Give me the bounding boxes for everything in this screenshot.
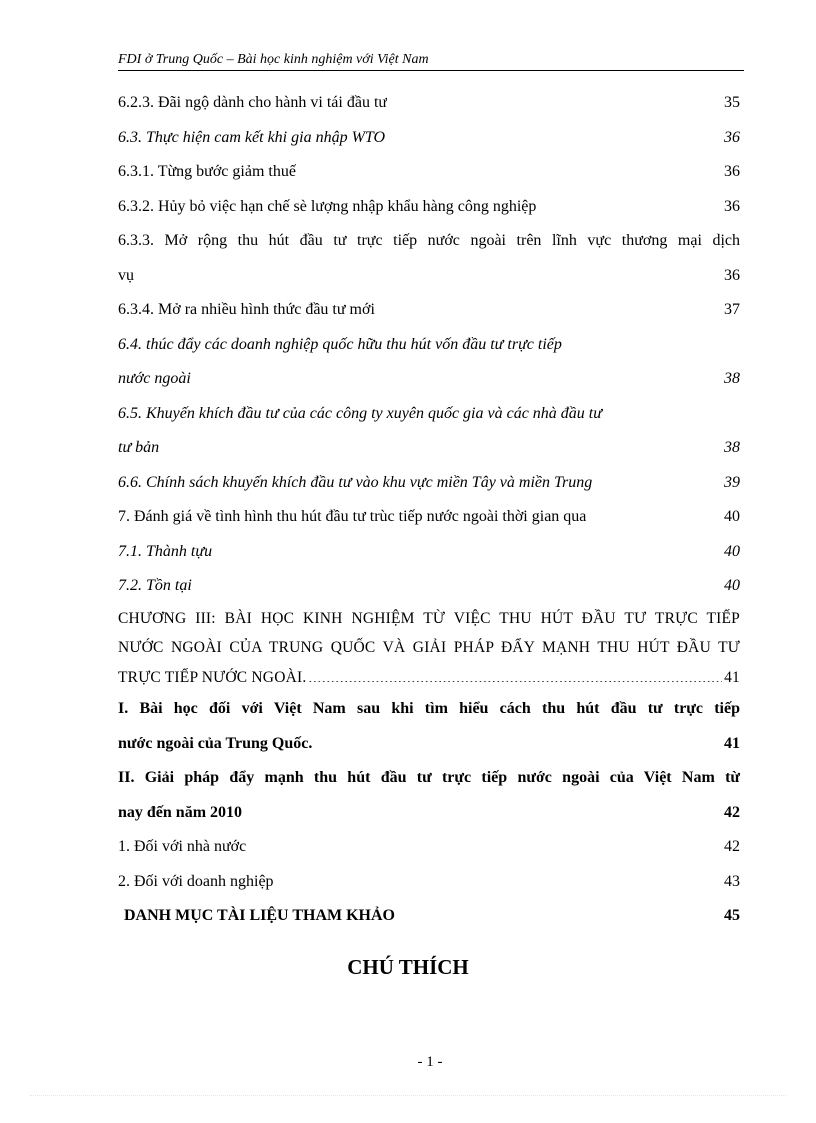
toc-entry-7-2[interactable]: [118, 569, 740, 604]
toc-leader: [248, 833, 722, 851]
toc-leader: [308, 664, 722, 681]
header-rule: [118, 70, 744, 71]
toc-leader: [397, 902, 722, 920]
toc-entry-title: 6.6. Chính sách khuyến khích đầu tư vào khu vực miền Tây và miền Trung: [118, 473, 593, 491]
toc-leader: [377, 296, 722, 314]
toc-page-number: 45: [724, 907, 740, 924]
toc-leader: [136, 262, 722, 280]
toc-entry-title: 7.2. Tồn tại: [118, 577, 192, 594]
toc-entry-title: 6.3.1. Từng bước giảm thuế: [118, 163, 296, 180]
toc-entry-title-line1: I. Bài học đối với Việt Nam sau khi tìm hiểu cách thu hút đầu tư trực tiếp: [118, 700, 740, 717]
toc-leader: [588, 503, 722, 521]
toc-leader: [244, 799, 722, 817]
toc-leader: [389, 89, 722, 107]
toc-entry-title-line1: CHƯƠNG III: BÀI HỌC KINH NGHIỆM TỪ VIỆC THU HÚT ĐẦU TƯ TRỰC TIẾP: [118, 609, 740, 627]
toc-entry-references[interactable]: [118, 899, 740, 934]
toc-page-number: 36: [724, 163, 740, 180]
toc-entry-1[interactable]: [118, 830, 740, 865]
toc-leader: [538, 193, 722, 211]
running-header: FDI ở Trung Quốc – Bài học kinh nghiệm với Việt Nam: [118, 52, 429, 67]
page-bottom-divider: [30, 1095, 786, 1096]
page-number: - 1 -: [417, 1054, 443, 1070]
toc-page-number: 36: [724, 266, 740, 284]
toc-entry-title: 6.2.3. Đãi ngộ dành cho hành vi tái đầu tư: [118, 94, 388, 111]
toc-entry-title: nay đến năm 2010: [118, 803, 243, 821]
toc-leader: [161, 434, 722, 452]
toc-entry-title-line1: 6.4. thúc đẩy các doanh nghiệp quốc hữu thu hút vốn đầu tư trực tiếp: [118, 335, 562, 353]
toc-page-number: 41: [724, 734, 740, 752]
toc-entry-title: 1. Đối với nhà nước: [118, 838, 247, 855]
toc-entry-6-4[interactable]: [118, 328, 740, 397]
toc-entry-title: nước ngoài của Trung Quốc.: [118, 734, 313, 752]
toc-page-number: 42: [724, 803, 740, 821]
toc-entry-title-line2: NƯỚC NGOÀI CỦA TRUNG QUỐC VÀ GIẢI PHÁP ĐẨY MẠNH THU HÚT ĐẦU TƯ: [118, 639, 740, 656]
toc-entry-title-line1: II. Giải pháp đẩy mạnh thu hút đầu tư trực tiếp nước ngoài của Việt Nam từ: [118, 769, 740, 786]
toc-page-number: 38: [724, 370, 740, 387]
toc-leader: [298, 158, 722, 176]
toc-entry-title: 6.3.4. Mở ra nhiều hình thức đầu tư mới: [118, 301, 375, 318]
toc-entry-title: 7.1. Thành tựu: [118, 542, 213, 560]
toc-page-number: 36: [724, 197, 740, 215]
toc-entry-title-line1: 6.5. Khuyến khích đầu tư của các công ty xuyên quốc gia và các nhà đầu tư: [118, 404, 602, 422]
toc-entry-section-i[interactable]: [118, 692, 740, 761]
toc-page-number: 38: [724, 439, 740, 456]
toc-entry-6-3-1[interactable]: [118, 155, 740, 190]
toc-entry-6-5[interactable]: [118, 397, 740, 466]
toc-leader: [194, 572, 722, 590]
toc-page-number: 36: [724, 128, 740, 146]
toc-leader: [214, 538, 722, 556]
toc-entry-2[interactable]: [118, 865, 740, 900]
toc-page-number: 35: [724, 94, 740, 111]
toc-entry-6-3-3[interactable]: [118, 224, 740, 293]
toc-page-number: 39: [724, 473, 740, 491]
toc-entry-6-6[interactable]: [118, 466, 740, 501]
table-of-contents: [118, 86, 740, 934]
toc-leader: [314, 730, 722, 748]
toc-entry-6-3[interactable]: [118, 121, 740, 156]
toc-leader: [193, 365, 722, 383]
toc-leader: [594, 469, 722, 487]
toc-entry-6-2-3[interactable]: [118, 86, 740, 121]
toc-entry-title: vụ: [118, 266, 134, 284]
toc-entry-6-3-2[interactable]: [118, 190, 740, 225]
toc-entry-title: 2. Đối với doanh nghiệp: [118, 872, 274, 890]
toc-page-number: 42: [724, 838, 740, 855]
toc-entry-title: 7. Đánh giá về tình hình thu hút đầu tư trùc tiếp nước ngoài thời gian qua: [118, 508, 587, 525]
section-title: CHÚ THÍCH: [347, 955, 469, 979]
toc-page-number: 40: [724, 542, 740, 560]
toc-leader: [387, 124, 722, 142]
toc-entry-6-3-4[interactable]: [118, 293, 740, 328]
toc-entry-title-line1: 6.3.3. Mở rộng thu hút đầu tư trực tiếp nước ngoài trên lĩnh vực thương mại dịch: [118, 232, 740, 249]
toc-page-number: 40: [724, 508, 740, 525]
toc-entry-7[interactable]: [118, 500, 740, 535]
toc-entry-section-ii[interactable]: [118, 761, 740, 830]
toc-page-number: 40: [724, 577, 740, 594]
toc-page-number: 37: [724, 301, 740, 318]
toc-entry-title: TRỰC TIẾP NƯỚC NGOÀI.: [118, 668, 307, 686]
toc-entry-title: 6.3. Thực hiện cam kết khi gia nhập WTO: [118, 128, 386, 146]
toc-entry-title: nước ngoài: [118, 370, 191, 387]
toc-entry-7-1[interactable]: [118, 535, 740, 570]
toc-page-number: 41: [724, 668, 740, 686]
toc-leader: [276, 868, 722, 886]
toc-page-number: 43: [724, 872, 740, 890]
toc-entry-chapter-3[interactable]: [118, 604, 740, 693]
toc-entry-title: tư bản: [118, 439, 160, 456]
toc-entry-title: DANH MỤC TÀI LIỆU THAM KHẢO: [124, 907, 395, 924]
toc-entry-title: 6.3.2. Hủy bỏ việc hạn chế sè lượng nhập khẩu hàng công nghiệp: [118, 197, 537, 215]
